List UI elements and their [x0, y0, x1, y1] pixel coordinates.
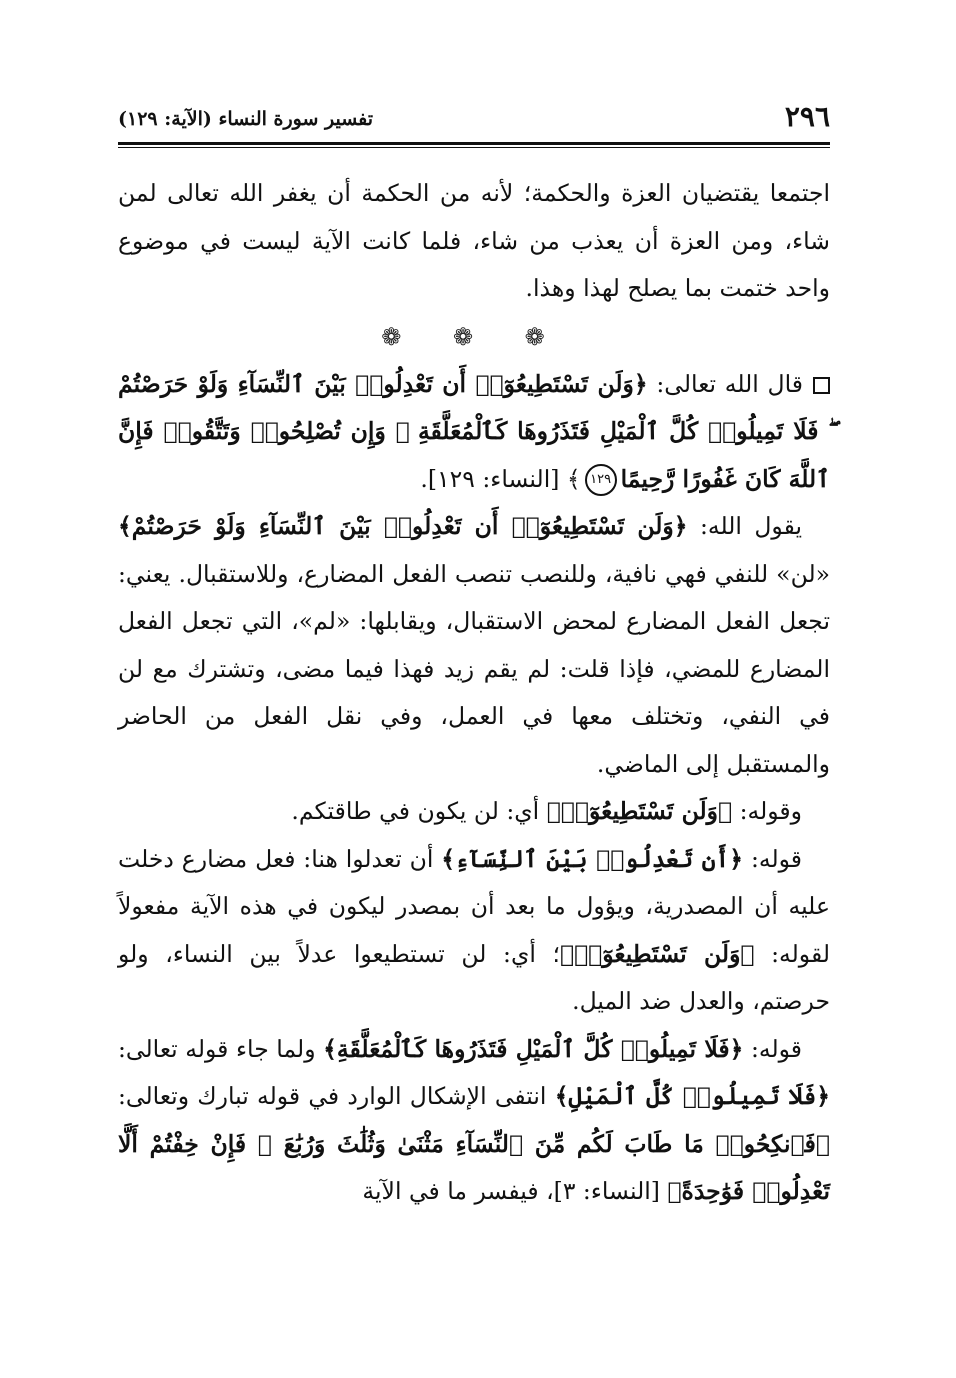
paragraph-6-text-1: ولما جاء قوله تعالى: — [118, 1034, 324, 1063]
paragraph-6-verse-2: ﴿فَلَا تَمِيلُوا۟ كُلَّ ٱلْمَيْلِ﴾ — [554, 1082, 830, 1110]
verse-intro: قال الله تعالى: — [647, 369, 803, 398]
paragraph-6-verse-3: ﴿فَٱنكِحُوا۟ مَا طَابَ لَكُم مِّنَ ٱلنِّسَآءِ مَثْنَىٰ وَثُلَٰثَ وَرُبَٰعَ ۖ فَإِنْ خِفْتُمْ أَلَّا تَعْدِلُوا۟ فَوَٰحِدَةً﴾ — [118, 1129, 830, 1205]
paragraph-5-verse-2: ﴿وَلَن تَسْتَطِيعُوٓا۟﴾ — [559, 939, 755, 968]
paragraph-3-verse: ﴿وَلَن تَسْتَطِيعُوٓا۟ أَن تَعْدِلُوا۟ بَيْنَ ٱلنِّسَآءِ وَلَوْ حَرَصْتُمْ﴾ — [118, 512, 688, 540]
chapter-title: تفسير سورة النساء (الآية: ١٢٩) — [118, 108, 374, 130]
paragraph-6-text-3: [النساء: ٣]، فيفسر ما في الآية — [362, 1177, 668, 1205]
body-text — [118, 170, 830, 1216]
paragraph-4 — [118, 788, 830, 836]
paragraph-3-text: «لن» للنفي فهي نافية، وللنصب تنصب الفعل المضارع، وللاستقبال. يعني: تجعل الفعل المضارع لمحض الاستقبال، ويقابلها: «لم»، التي تجعل الفعل المضارع للمضي، فإذا قلت: لم يقم زيد فهذا فيما مضى، وتشترك مع لن في النفي، وتختلف معها في العمل، وفي نقل الفعل من الحاضر والمستقبل إلى الماضي. — [118, 559, 830, 778]
paragraph-5-intro: قوله: — [743, 844, 803, 873]
paragraph-3 — [118, 503, 830, 788]
paragraph-6 — [118, 1026, 830, 1216]
paragraph-6-text-2: انتفى الإشكال الوارد في قوله تبارك وتعالى: — [118, 1082, 555, 1110]
paragraph-5 — [118, 836, 830, 1026]
ayah-number-medallion: ١٢٩ — [585, 464, 617, 496]
paragraph-6-intro: قوله: — [743, 1034, 802, 1063]
section-divider: ❁ ❁ ❁ — [381, 322, 567, 351]
square-bullet-icon — [813, 377, 830, 394]
paragraph-4-verse: ﴿وَلَن تَسْتَطِيعُوٓا۟﴾ — [546, 797, 733, 825]
paragraph-3-intro: يقول الله: — [687, 512, 802, 540]
paragraph-1 — [118, 170, 830, 313]
paragraph-6-verse-1: ﴿فَلَا تَمِيلُوا۟ كُلَّ ٱلْمَيْلِ فَتَذَرُوهَا كَٱلْمُعَلَّقَةِ﴾ — [323, 1034, 744, 1063]
paragraph-5-text-2: ؛ أي: لن تستطيعوا عدلاً بين النساء، ولو حرصتم، والعدل ضد الميل. — [118, 939, 830, 1015]
paragraph-5-verse-1: ﴿أَن تَعْدِلُوا۟ بَيْنَ ٱلنِّسَآءِ﴾ — [441, 844, 744, 873]
page-number: ٢٩٦ — [784, 100, 830, 133]
paragraph-verse-heading — [118, 361, 830, 504]
verse-reference: ﴾ [النساء: ١٢٩]. — [420, 464, 581, 493]
paragraph-4-intro: وقوله: — [732, 797, 802, 825]
header-rule — [118, 142, 830, 148]
paragraph-4-text: أي: لن يكون في طاقتكم. — [291, 797, 547, 825]
paragraph-5-text-1: أن تعدلوا هنا: فعل مضارع دخلت عليه أن المصدرية، ويؤول ما بعد أن بمصدر ليكون في هذه الآية مفعولاً لقوله: — [118, 844, 830, 968]
quran-verse: ﴿وَلَن تَسْتَطِيعُوٓا۟ أَن تَعْدِلُوا۟ بَيْنَ ٱلنِّسَآءِ وَلَوْ حَرَصْتُمْ ۖ فَلَا تَمِيلُوا۟ كُلَّ ٱلْمَيْلِ فَتَذَرُوهَا كَٱلْمُعَلَّقَةِ ۚ وَإِن تُصْلِحُوا۟ وَتَتَّقُوا۟ فَإِنَّ ٱللَّهَ كَانَ غَفُورًا رَّحِيمًا — [118, 369, 830, 493]
running-header — [118, 98, 830, 138]
paragraph-1-text: اجتمعا يقتضيان العزة والحكمة؛ لأنه من الحكمة أن يغفر الله تعالى لمن شاء، ومن العزة أن يعذب من شاء، فلما كانت الآية ليست في موضوع واحد ختمت بما يصلح لهذا وهذا. — [118, 179, 830, 302]
